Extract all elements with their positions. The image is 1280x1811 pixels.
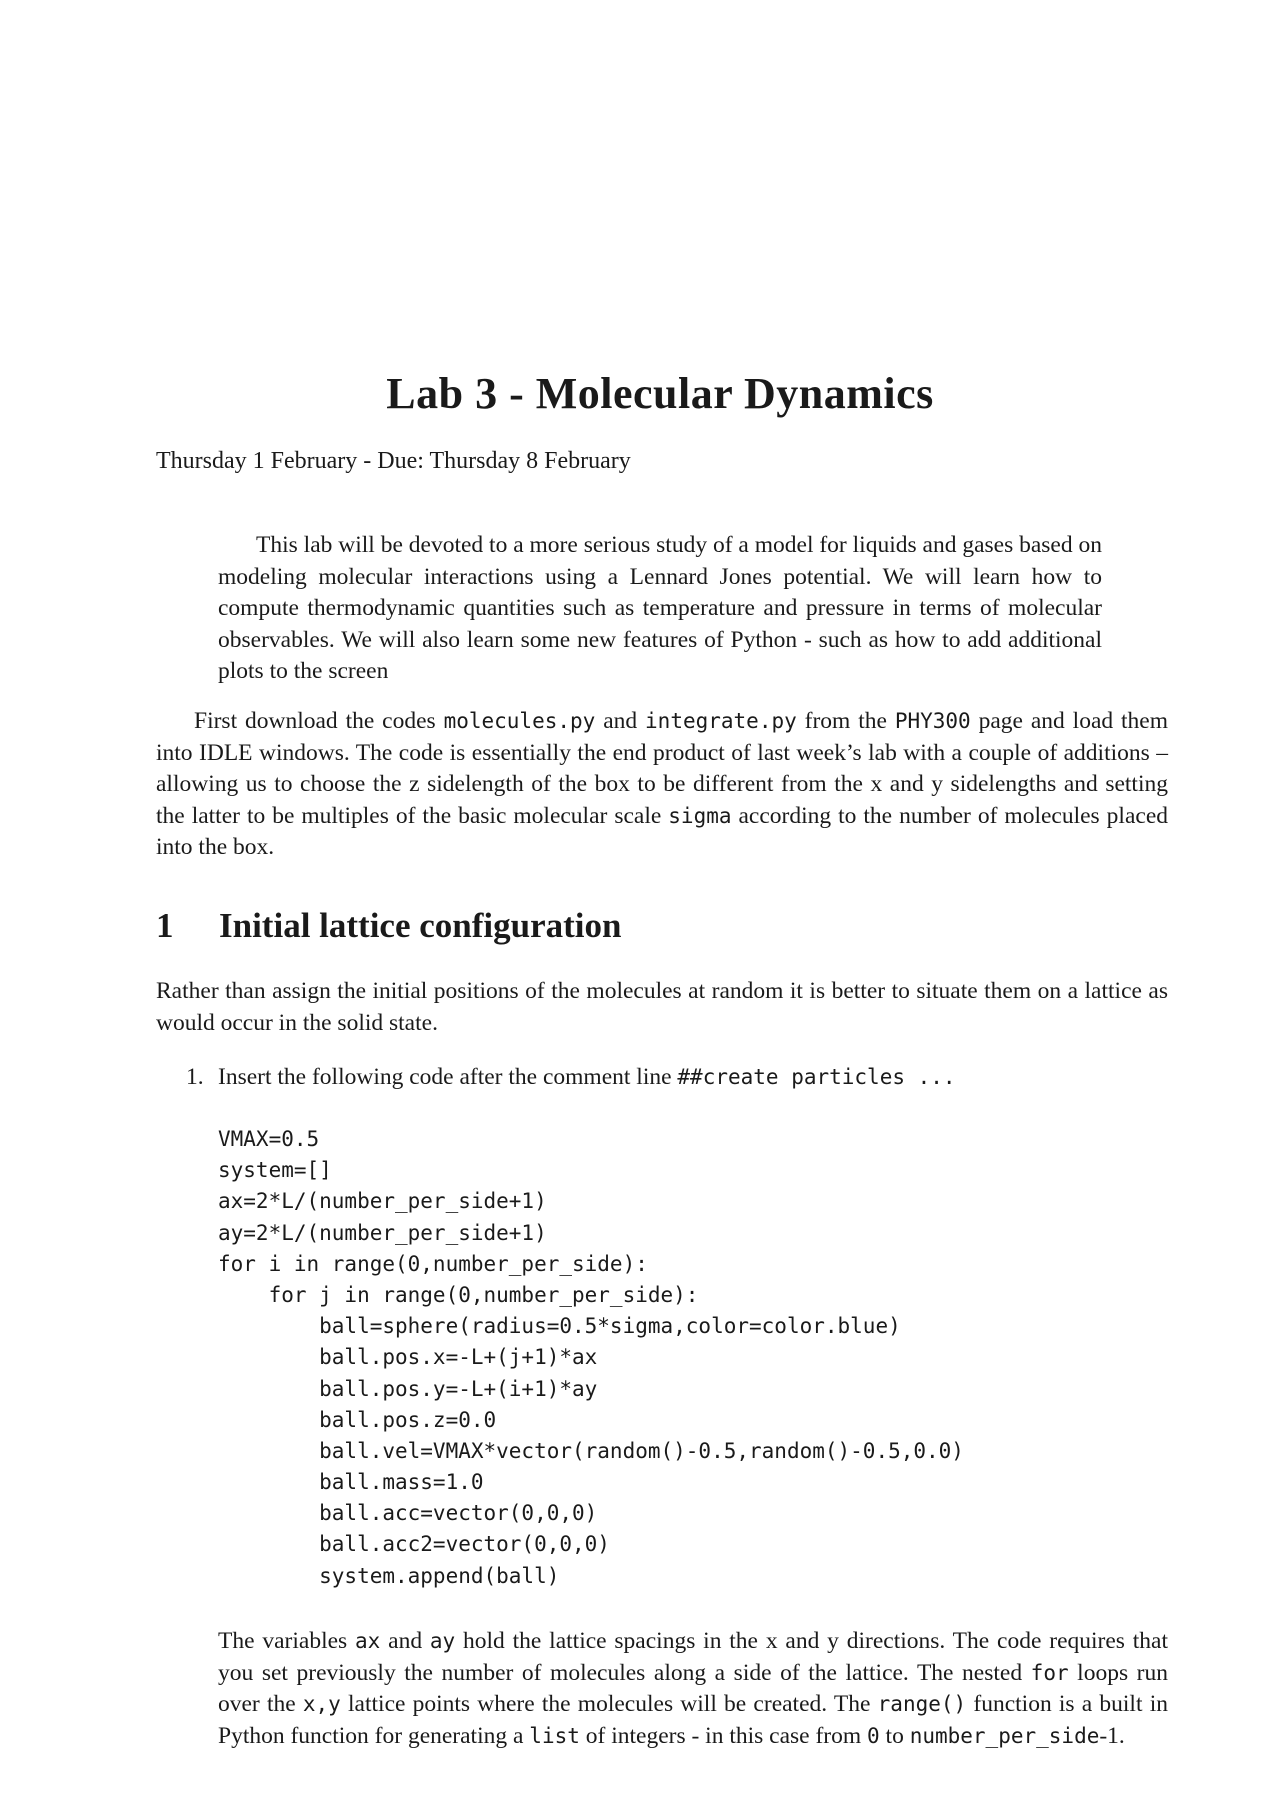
explain-text: hold the lattice spacings in the x and y directions. The code requires that you set previously the number of molecules along a side of the lattice. The nested xyxy=(218,1628,1168,1686)
intro-code-phy300: PHY300 xyxy=(894,709,971,733)
explain-text: loops run over the xyxy=(218,1659,1168,1717)
explain-text: function is a built in Python function for generating a xyxy=(218,1691,1168,1749)
intro-text: First download the codes xyxy=(194,708,444,734)
code-line: ball.acc2=vector(0,0,0) xyxy=(218,1532,610,1557)
intro-code-sigma: sigma xyxy=(668,803,732,828)
code-line: ball.pos.x=-L+(j+1)*ax xyxy=(218,1345,598,1370)
code-line: system.append(ball) xyxy=(218,1563,560,1588)
intro-paragraph xyxy=(156,706,1168,864)
explain-text: The variables xyxy=(218,1628,356,1654)
code-line: ball.pos.z=0.0 xyxy=(218,1407,497,1432)
explain-code-number-per-side: number_per_side xyxy=(909,1723,1100,1748)
section-number: 1 xyxy=(156,906,174,945)
code-line: ball.pos.y=-L+(i+1)*ay xyxy=(218,1376,598,1401)
code-line: VMAX=0.5 xyxy=(218,1127,320,1151)
code-line: ax=2*L/(number_per_side+1) xyxy=(218,1189,547,1214)
list-item-text: Insert the following code after the comment line xyxy=(218,1064,678,1090)
code-block xyxy=(218,1124,964,1592)
code-line: for j in range(0,number_per_side): xyxy=(218,1282,699,1307)
explain-text: to xyxy=(879,1722,910,1749)
explain-code-xy: x,y xyxy=(302,1692,341,1716)
code-line: system=[] xyxy=(218,1158,332,1183)
code-line: ball=sphere(radius=0.5*sigma,color=color.blue) xyxy=(218,1314,901,1339)
explanation-paragraph xyxy=(218,1626,1168,1752)
document-title: Lab 3 - Molecular Dynamics xyxy=(386,369,934,418)
section-paragraph: Rather than assign the initial positions of the molecules at random it is better to situate them on a lattice as would occur in the solid state. xyxy=(156,978,1168,1036)
explain-code-list: list xyxy=(529,1723,580,1748)
date-line: Thursday 1 February - Due: Thursday 8 February xyxy=(156,448,631,474)
list-item xyxy=(186,1062,956,1094)
list-item-code: ##create particles ... xyxy=(677,1065,956,1089)
explain-code-ay: ay xyxy=(429,1629,456,1653)
code-line: ay=2*L/(number_per_side+1) xyxy=(218,1220,547,1245)
explain-code-ax: ax xyxy=(355,1629,381,1653)
explain-text: of integers - in this case from xyxy=(579,1722,868,1749)
list-marker: 1. xyxy=(186,1064,204,1090)
explain-code-zero: 0 xyxy=(867,1723,880,1748)
intro-code-molecules: molecules.py xyxy=(443,709,596,733)
explain-text: and xyxy=(380,1628,430,1654)
intro-text: according to the number of molecules placed into the box. xyxy=(156,802,1168,860)
explain-code-for: for xyxy=(1030,1660,1069,1685)
abstract: This lab will be devoted to a more serious study of a model for liquids and gases based on modeling molecular interactions using a Lennard Jones potential. We will learn how to compute thermodynamic quantities such as temperature and pressure in terms of molecular observables. We will also learn some new features of Python - such as how to add additional plots to the screen xyxy=(218,532,1102,684)
code-line: ball.vel=VMAX*vector(random()-0.5,random()-0.5,0.0) xyxy=(218,1438,964,1463)
section-heading xyxy=(156,906,621,946)
explain-text: lattice points where the molecules will be created. The xyxy=(340,1691,878,1717)
explain-text: -1. xyxy=(1099,1722,1125,1749)
code-line: ball.acc=vector(0,0,0) xyxy=(218,1501,598,1526)
intro-text: and xyxy=(595,708,646,734)
intro-text: from the xyxy=(796,708,895,734)
explain-code-range: range() xyxy=(877,1692,967,1716)
intro-code-integrate: integrate.py xyxy=(645,709,797,733)
code-line: ball.mass=1.0 xyxy=(218,1470,484,1495)
code-line: for i in range(0,number_per_side): xyxy=(218,1251,648,1276)
section-title: Initial lattice configuration xyxy=(219,906,622,945)
intro-text: page and load them into IDLE windows. The code is essentially the end product of last week’s lab with a couple of additions – allowing us to choose the z sidelength of the box to be different from the x and y sidelengths and setting the latter to be multiples of the basic molecular scale xyxy=(156,708,1169,829)
